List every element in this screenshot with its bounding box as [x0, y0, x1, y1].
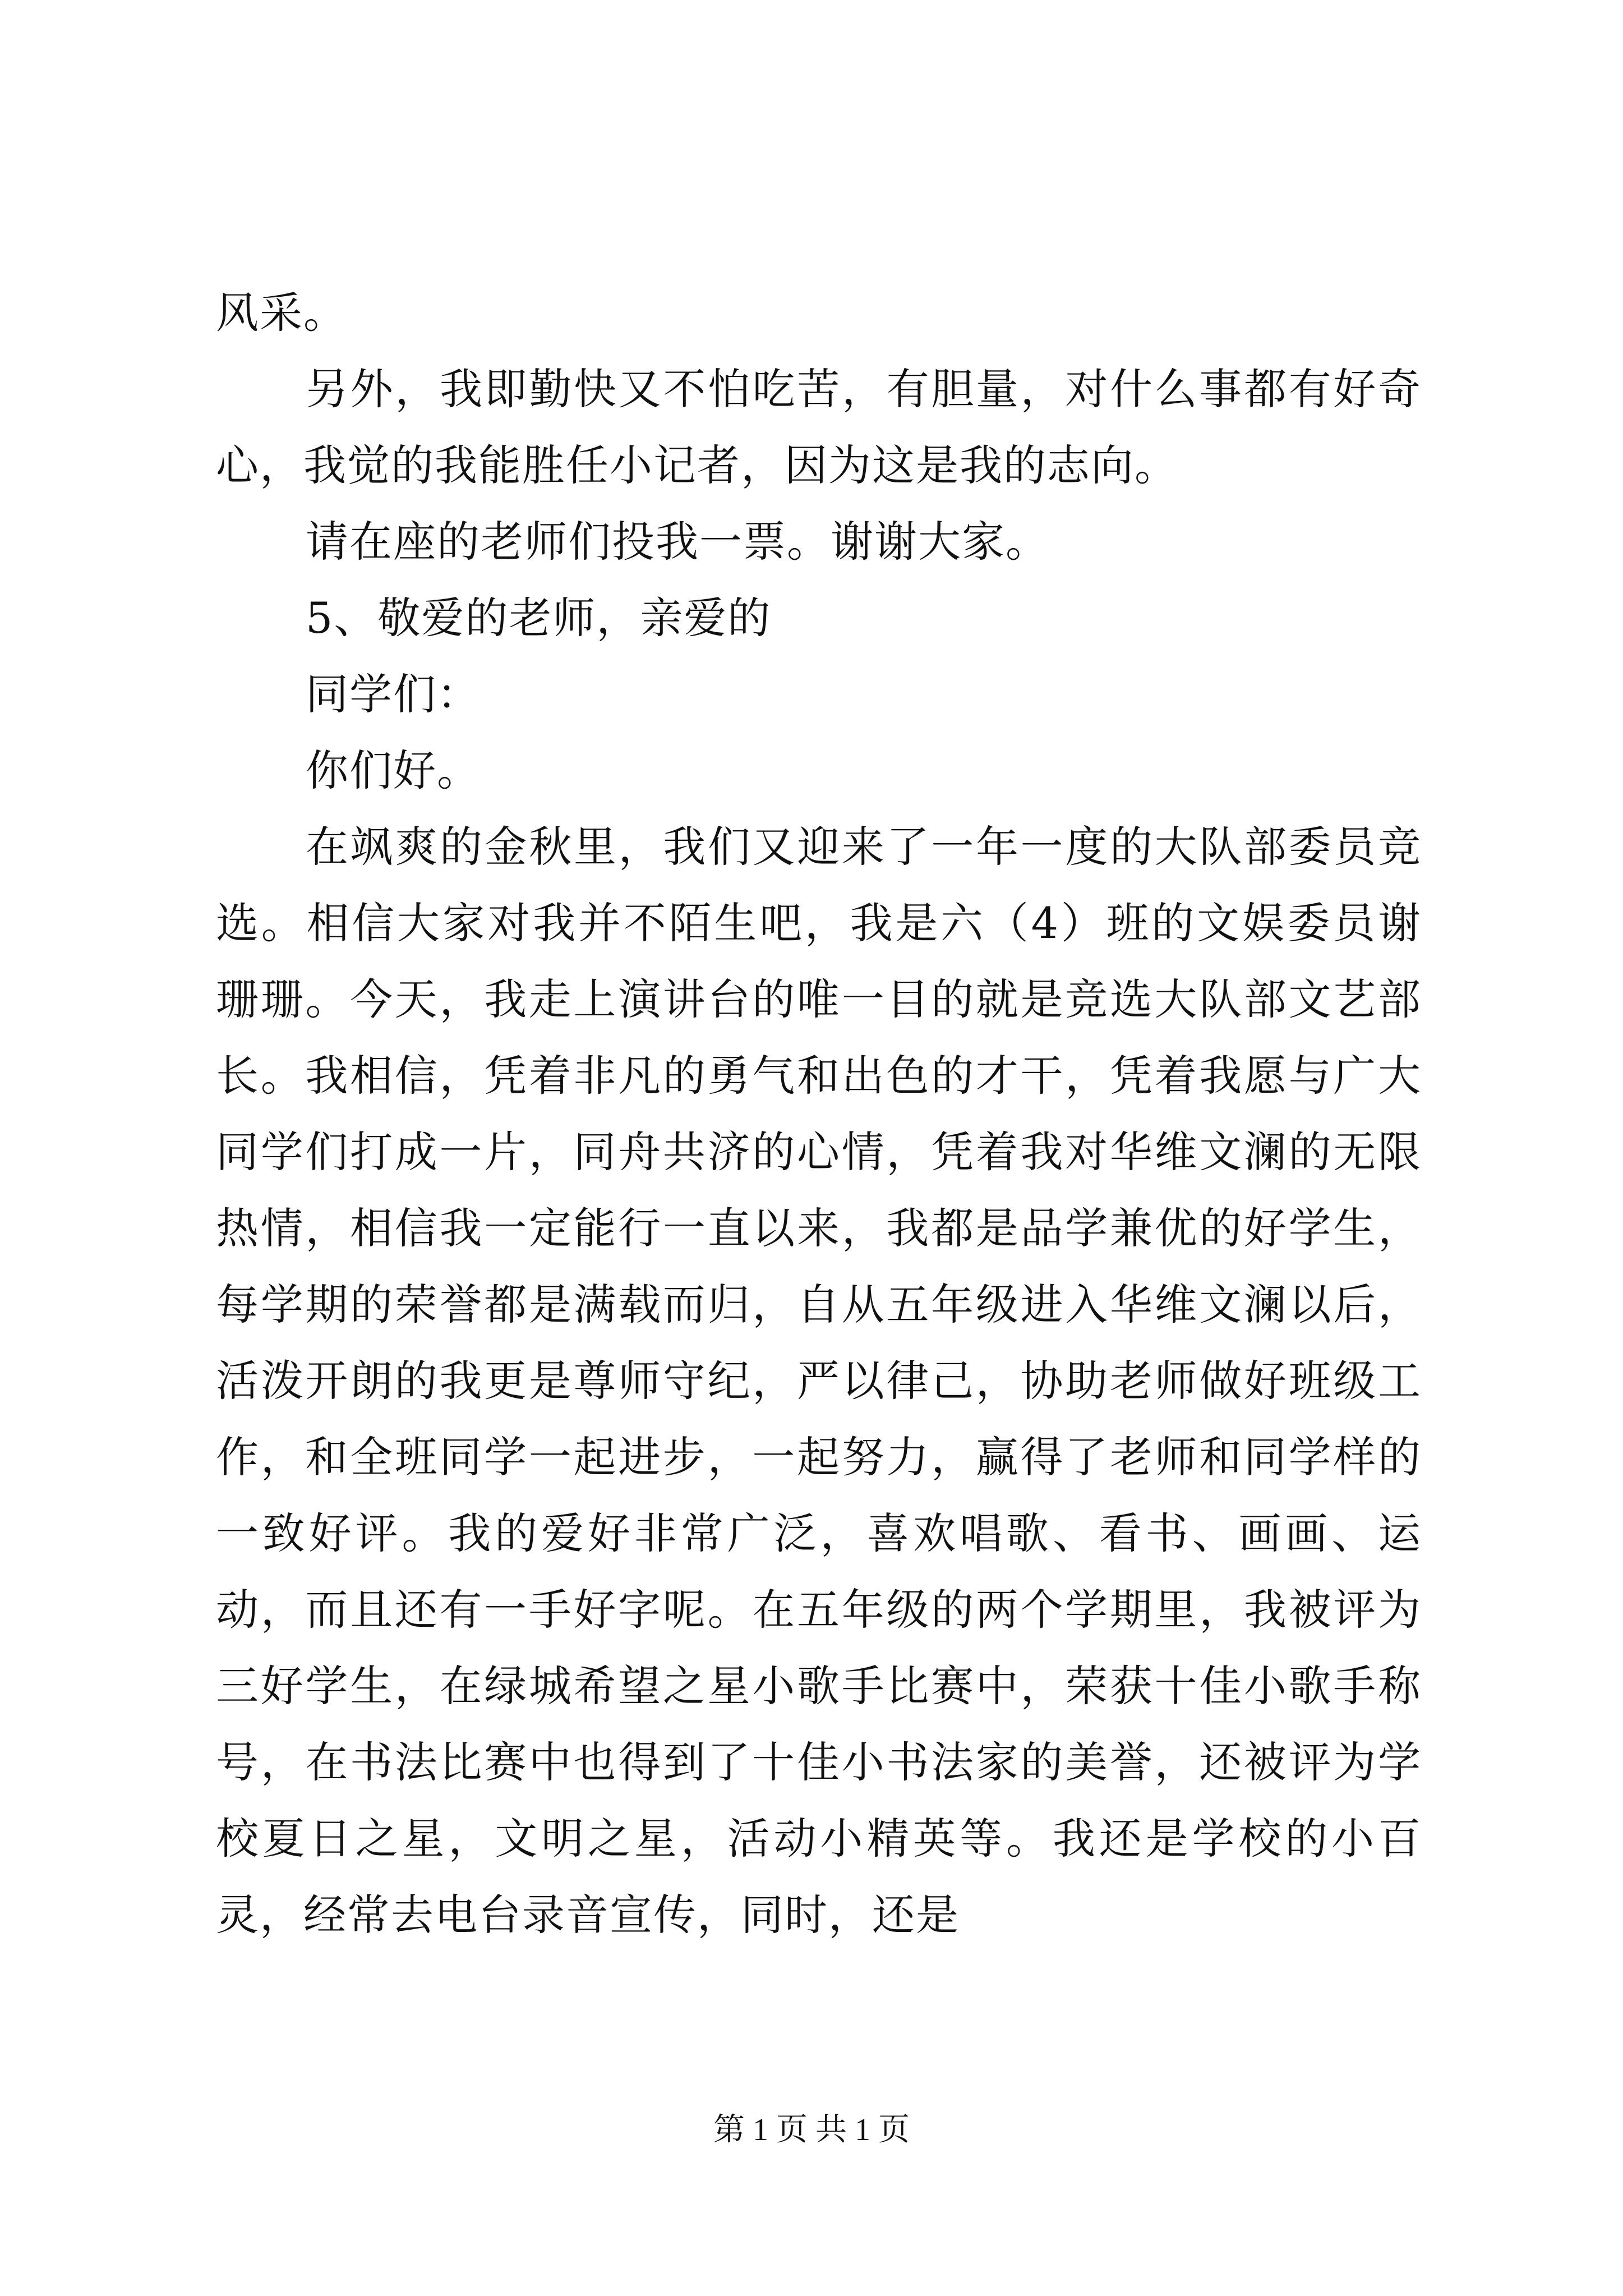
document-body: [216, 275, 1422, 1953]
list-item-heading: 5、敬爱的老师，亲爱的: [306, 593, 772, 643]
paragraph: 你们好。: [306, 746, 481, 795]
paragraph: 同学们：: [306, 669, 481, 719]
page-footer: 第 1 页 共 1 页: [713, 2113, 910, 2147]
paragraph: 请在座的老师们投我一票。谢谢大家。: [306, 517, 1049, 567]
paragraph: 风采。: [216, 288, 347, 338]
paragraph: 另外，我即勤快又不怕吃苦，有胆量，对什么事都有好奇心，我觉的我能胜任小记者，因为这是我的志向。: [216, 364, 1422, 490]
paragraph: 在飒爽的金秋里，我们又迎来了一年一度的大队部委员竞选。相信大家对我并不陌生吧，我是六（4）班的文娱委员谢珊珊。今天，我走上演讲台的唯一目的就是竞选大队部文艺部长。我相信，凭着非凡的勇气和出色的才干，凭着我愿与广大同学们打成一片，同舟共济的心情，凭着我对华维文澜的无限热情，相信我一定能行一直以来，我都是品学兼优的好学生，每学期的荣誉都是满载而归，自从五年级进入华维文澜以后，活泼开朗的我更是尊师守纪，严以律己，协助老师做好班级工作，和全班同学一起进步，一起努力，赢得了老师和同学样的一致好评。我的爱好非常广泛，喜欢唱歌、看书、画画、运动，而且还有一手好字呢。在五年级的两个学期里，我被评为三好学生，在绿城希望之星小歌手比赛中，荣获十佳小歌手称号，在书法比赛中也得到了十佳小书法家的美誉，还被评为学校夏日之星，文明之星，活动小精英等。我还是学校的小百灵，经常去电台录音宣传，同时，还是: [216, 822, 1422, 1940]
